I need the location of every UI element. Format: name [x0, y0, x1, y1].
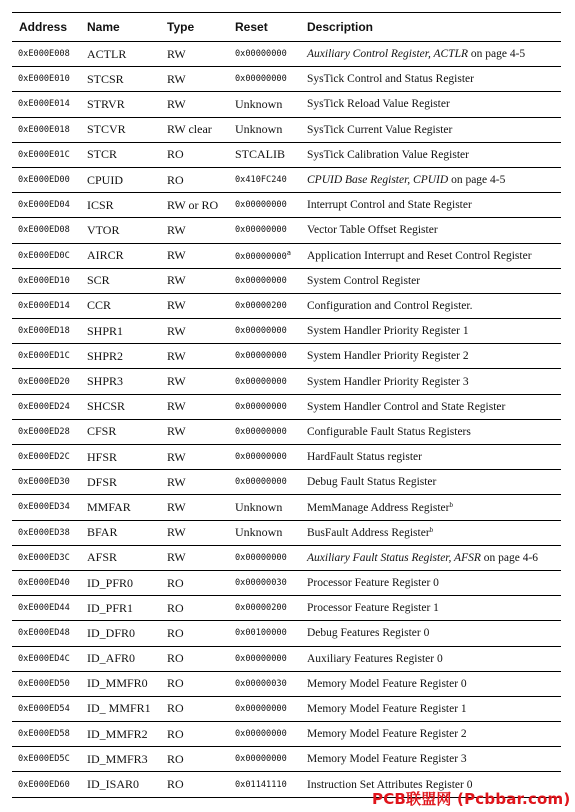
- reset-value: 0x00000000: [235, 326, 287, 337]
- cell-type: RW: [160, 42, 228, 67]
- cell-type: RW: [160, 67, 228, 92]
- cell-reset: [228, 470, 300, 495]
- cell-type: RO: [160, 142, 228, 167]
- cell-reset: [228, 92, 300, 117]
- description-text: Interrupt Control and State Register: [307, 199, 472, 212]
- description-text: SysTick Current Value Register: [307, 123, 453, 136]
- table-row: [12, 671, 561, 696]
- reset-value: 0x00000200: [235, 300, 287, 311]
- cell-address: 0xE000ED14: [12, 293, 80, 318]
- cell-reset: [228, 344, 300, 369]
- description-text: System Handler Priority Register 2: [307, 350, 469, 363]
- cell-address: 0xE000E01C: [12, 142, 80, 167]
- cell-description: [300, 42, 561, 67]
- cell-name: STCSR: [80, 67, 160, 92]
- cell-name: BFAR: [80, 520, 160, 545]
- description-text: System Handler Control and State Register: [307, 400, 506, 413]
- cell-description: [300, 293, 561, 318]
- cell-description: [300, 193, 561, 218]
- cell-type: RW: [160, 520, 228, 545]
- cell-name: SHPR3: [80, 369, 160, 394]
- cell-type: RW: [160, 470, 228, 495]
- reset-value: 0x00000000: [235, 426, 287, 437]
- cell-name: STRVR: [80, 92, 160, 117]
- cell-name: ICSR: [80, 193, 160, 218]
- table-row: [12, 92, 561, 117]
- cell-name: AIRCR: [80, 243, 160, 268]
- table-row: [12, 167, 561, 192]
- cell-type: RW clear: [160, 117, 228, 142]
- table-row: [12, 42, 561, 67]
- cell-reset: [228, 520, 300, 545]
- cell-address: 0xE000ED2C: [12, 445, 80, 470]
- cell-reset: [228, 671, 300, 696]
- cell-address: 0xE000ED4C: [12, 646, 80, 671]
- cell-description: [300, 470, 561, 495]
- table-row: [12, 419, 561, 444]
- cell-address: 0xE000ED24: [12, 394, 80, 419]
- description-text: Memory Model Feature Register 0: [307, 677, 467, 690]
- cell-description: [300, 117, 561, 142]
- cell-address: 0xE000E010: [12, 67, 80, 92]
- cell-name: VTOR: [80, 218, 160, 243]
- cell-name: MMFAR: [80, 495, 160, 520]
- cell-type: RW: [160, 344, 228, 369]
- cell-type: RO: [160, 596, 228, 621]
- cell-description: [300, 167, 561, 192]
- cell-name: SCR: [80, 268, 160, 293]
- cell-name: CFSR: [80, 419, 160, 444]
- table-row: [12, 621, 561, 646]
- description-text: HardFault Status register: [307, 451, 422, 464]
- cell-name: ID_PFR1: [80, 596, 160, 621]
- reset-value: 0x00000000: [235, 49, 287, 60]
- cell-address: 0xE000ED54: [12, 696, 80, 721]
- reset-value: 0x00000000: [235, 376, 287, 387]
- reset-value: 0x01141110: [235, 779, 287, 790]
- description-text: Memory Model Feature Register 1: [307, 702, 467, 715]
- cell-description: [300, 369, 561, 394]
- reset-value: 0x00000000: [235, 275, 287, 286]
- cell-address: 0xE000ED44: [12, 596, 80, 621]
- cell-name: CCR: [80, 293, 160, 318]
- cell-address: 0xE000ED30: [12, 470, 80, 495]
- reset-value: 0x00000000: [235, 74, 287, 85]
- description-text: BusFault Address Register: [307, 527, 430, 540]
- description-text: System Handler Priority Register 1: [307, 325, 469, 338]
- reset-value: 0x00000030: [235, 678, 287, 689]
- description-text: System Handler Priority Register 3: [307, 375, 469, 388]
- cell-address: 0xE000E018: [12, 117, 80, 142]
- cell-address: 0xE000ED38: [12, 520, 80, 545]
- table-row: [12, 268, 561, 293]
- cell-reset: [228, 142, 300, 167]
- table-row: [12, 646, 561, 671]
- cell-address: 0xE000ED5C: [12, 747, 80, 772]
- cell-reset: [228, 67, 300, 92]
- cell-description: [300, 570, 561, 595]
- description-text: Auxiliary Features Register 0: [307, 652, 443, 665]
- description-text: System Control Register: [307, 274, 421, 287]
- cell-reset: [228, 696, 300, 721]
- cell-reset: [228, 570, 300, 595]
- table-row: [12, 344, 561, 369]
- reset-value: 0x00000000: [235, 401, 287, 412]
- cell-address: 0xE000ED28: [12, 419, 80, 444]
- cell-reset: [228, 545, 300, 570]
- cell-type: RO: [160, 696, 228, 721]
- cross-reference-link[interactable]: Auxiliary Fault Status Register, AFSR: [307, 551, 481, 564]
- cell-type: RW: [160, 369, 228, 394]
- cell-name: ID_DFR0: [80, 621, 160, 646]
- table-body: [12, 42, 561, 798]
- cell-address: 0xE000ED34: [12, 495, 80, 520]
- cell-description: [300, 596, 561, 621]
- cell-name: ID_MMFR0: [80, 671, 160, 696]
- register-table: [12, 12, 561, 798]
- cell-description: [300, 646, 561, 671]
- description-text: SysTick Calibration Value Register: [307, 148, 469, 161]
- cell-address: 0xE000ED58: [12, 722, 80, 747]
- cell-address: 0xE000ED00: [12, 167, 80, 192]
- description-text: Vector Table Offset Register: [307, 224, 438, 237]
- reset-value: 0x00000000: [235, 477, 287, 488]
- table-row: [12, 293, 561, 318]
- reset-value: 0x00000000: [235, 252, 287, 263]
- footnote-marker: b: [449, 500, 453, 509]
- cell-address: 0xE000ED04: [12, 193, 80, 218]
- description-text: Configurable Fault Status Registers: [307, 425, 471, 438]
- cell-name: ID_AFR0: [80, 646, 160, 671]
- cell-reset: [228, 243, 300, 268]
- cell-name: ID_PFR0: [80, 570, 160, 595]
- cell-type: RO: [160, 772, 228, 797]
- cell-address: 0xE000ED48: [12, 621, 80, 646]
- cell-type: RO: [160, 722, 228, 747]
- cell-type: RW: [160, 268, 228, 293]
- reset-value: 0x00100000: [235, 628, 287, 639]
- reset-value: 0x00000000: [235, 200, 287, 211]
- table-row: [12, 570, 561, 595]
- cell-type: RW: [160, 495, 228, 520]
- description-text: Processor Feature Register 1: [307, 602, 439, 615]
- cell-type: RO: [160, 646, 228, 671]
- description-text: Instruction Set Attributes Register 0: [307, 778, 473, 791]
- watermark-text: PCB联盟网 (Pcbbar.com): [372, 790, 571, 808]
- table-row: [12, 319, 561, 344]
- page-reference: on page 4-6: [480, 551, 539, 564]
- cell-reset: [228, 747, 300, 772]
- cell-name: ACTLR: [80, 42, 160, 67]
- cell-reset: [228, 621, 300, 646]
- cell-description: [300, 268, 561, 293]
- cell-description: [300, 696, 561, 721]
- page-reference: on page 4-5: [468, 48, 526, 61]
- cell-type: RW: [160, 545, 228, 570]
- table-row: [12, 117, 561, 142]
- cell-reset: [228, 646, 300, 671]
- description-text: SysTick Reload Value Register: [307, 98, 450, 111]
- reset-value: 0x00000000: [235, 754, 287, 765]
- header-address: Address: [12, 13, 80, 42]
- table-row: [12, 596, 561, 621]
- cell-name: SHCSR: [80, 394, 160, 419]
- cell-type: RO: [160, 167, 228, 192]
- description-text: Configuration and Control Register.: [307, 299, 473, 312]
- header-description: Description: [300, 13, 561, 42]
- table-row: [12, 545, 561, 570]
- cell-address: 0xE000ED20: [12, 369, 80, 394]
- cell-description: [300, 344, 561, 369]
- reset-value: 0x00000000: [235, 653, 287, 664]
- cell-name: DFSR: [80, 470, 160, 495]
- cell-type: RW: [160, 419, 228, 444]
- cell-reset: [228, 772, 300, 797]
- cell-description: [300, 722, 561, 747]
- table-row: [12, 193, 561, 218]
- cell-description: [300, 747, 561, 772]
- cell-description: [300, 67, 561, 92]
- cell-description: [300, 621, 561, 646]
- cell-reset: [228, 722, 300, 747]
- cell-type: RW: [160, 218, 228, 243]
- cell-name: CPUID: [80, 167, 160, 192]
- table-row: [12, 218, 561, 243]
- cell-name: HFSR: [80, 445, 160, 470]
- table-row: [12, 369, 561, 394]
- cell-reset: [228, 42, 300, 67]
- description-text: Debug Fault Status Register: [307, 476, 437, 489]
- cell-reset: [228, 394, 300, 419]
- cell-address: 0xE000E008: [12, 42, 80, 67]
- table-row: [12, 747, 561, 772]
- reset-value: 0x00000000: [235, 452, 287, 463]
- cell-address: 0xE000ED60: [12, 772, 80, 797]
- description-text: Processor Feature Register 0: [307, 577, 439, 590]
- cell-type: RW: [160, 394, 228, 419]
- cell-name: ID_ MMFR1: [80, 696, 160, 721]
- header-name: Name: [80, 13, 160, 42]
- description-text: Debug Features Register 0: [307, 627, 430, 640]
- table-row: [12, 243, 561, 268]
- cell-description: [300, 218, 561, 243]
- reset-value: 0x00000000: [235, 703, 287, 714]
- cross-reference-link[interactable]: CPUID Base Register, CPUID: [307, 174, 449, 187]
- cell-description: [300, 495, 561, 520]
- footnote-marker: b: [429, 526, 434, 535]
- cell-type: RW: [160, 293, 228, 318]
- cell-type: RW: [160, 319, 228, 344]
- cell-reset: [228, 293, 300, 318]
- header-type: Type: [160, 13, 228, 42]
- cell-reset: [228, 117, 300, 142]
- cell-address: 0xE000ED08: [12, 218, 80, 243]
- cell-address: 0xE000ED10: [12, 268, 80, 293]
- footnote-marker: a: [286, 249, 291, 258]
- header-reset: Reset: [228, 13, 300, 42]
- reset-value: 0x00000000: [235, 225, 287, 236]
- cell-type: RW or RO: [160, 193, 228, 218]
- cell-description: [300, 319, 561, 344]
- cell-reset: [228, 268, 300, 293]
- cell-name: ID_ISAR0: [80, 772, 160, 797]
- cell-description: [300, 92, 561, 117]
- cell-type: RW: [160, 92, 228, 117]
- description-text: Memory Model Feature Register 2: [307, 728, 467, 741]
- cell-address: 0xE000ED40: [12, 570, 80, 595]
- cell-description: [300, 545, 561, 570]
- page-reference: on page 4-5: [448, 174, 506, 187]
- cell-description: [300, 419, 561, 444]
- cell-reset: [228, 193, 300, 218]
- cell-description: [300, 243, 561, 268]
- table-row: [12, 722, 561, 747]
- reset-value: Unknown: [235, 96, 283, 111]
- reset-value: Unknown: [235, 525, 283, 540]
- cell-name: ID_MMFR3: [80, 747, 160, 772]
- description-text: MemManage Address Register: [307, 501, 450, 514]
- description-text: SysTick Control and Status Register: [307, 73, 474, 86]
- cell-reset: [228, 596, 300, 621]
- description-text: Application Interrupt and Reset Control Register: [307, 249, 532, 262]
- reset-value: 0x00000000: [235, 552, 287, 563]
- cross-reference-link[interactable]: Auxiliary Control Register, ACTLR: [307, 48, 469, 61]
- table-row: [12, 520, 561, 545]
- cell-name: SHPR1: [80, 319, 160, 344]
- cell-name: STCR: [80, 142, 160, 167]
- table-row: [12, 470, 561, 495]
- reset-value: 0x410FC240: [235, 175, 287, 186]
- cell-description: [300, 520, 561, 545]
- cell-description: [300, 445, 561, 470]
- cell-reset: [228, 319, 300, 344]
- table-row: [12, 67, 561, 92]
- cell-reset: [228, 218, 300, 243]
- cell-description: [300, 394, 561, 419]
- reset-value: 0x00000030: [235, 578, 287, 589]
- cell-description: [300, 671, 561, 696]
- cell-name: AFSR: [80, 545, 160, 570]
- cell-type: RW: [160, 445, 228, 470]
- reset-value: Unknown: [235, 499, 283, 514]
- cell-type: RW: [160, 243, 228, 268]
- description-text: Memory Model Feature Register 3: [307, 753, 467, 766]
- reset-value: STCALIB: [235, 147, 286, 162]
- cell-address: 0xE000E014: [12, 92, 80, 117]
- cell-address: 0xE000ED50: [12, 671, 80, 696]
- cell-address: 0xE000ED1C: [12, 344, 80, 369]
- table-header-row: [12, 13, 561, 42]
- cell-description: [300, 142, 561, 167]
- cell-address: 0xE000ED3C: [12, 545, 80, 570]
- table-row: [12, 696, 561, 721]
- cell-type: RO: [160, 671, 228, 696]
- table-row: [12, 495, 561, 520]
- cell-reset: [228, 495, 300, 520]
- table-row: [12, 394, 561, 419]
- cell-name: STCVR: [80, 117, 160, 142]
- cell-name: SHPR2: [80, 344, 160, 369]
- cell-address: 0xE000ED0C: [12, 243, 80, 268]
- reset-value: Unknown: [235, 122, 283, 137]
- cell-type: RO: [160, 747, 228, 772]
- cell-reset: [228, 419, 300, 444]
- cell-reset: [228, 369, 300, 394]
- reset-value: 0x00000000: [235, 351, 287, 362]
- reset-value: 0x00000000: [235, 729, 287, 740]
- cell-address: 0xE000ED18: [12, 319, 80, 344]
- cell-type: RO: [160, 621, 228, 646]
- table-row: [12, 142, 561, 167]
- table-row: [12, 445, 561, 470]
- cell-name: ID_MMFR2: [80, 722, 160, 747]
- cell-reset: [228, 445, 300, 470]
- cell-reset: [228, 167, 300, 192]
- cell-type: RO: [160, 570, 228, 595]
- reset-value: 0x00000200: [235, 603, 287, 614]
